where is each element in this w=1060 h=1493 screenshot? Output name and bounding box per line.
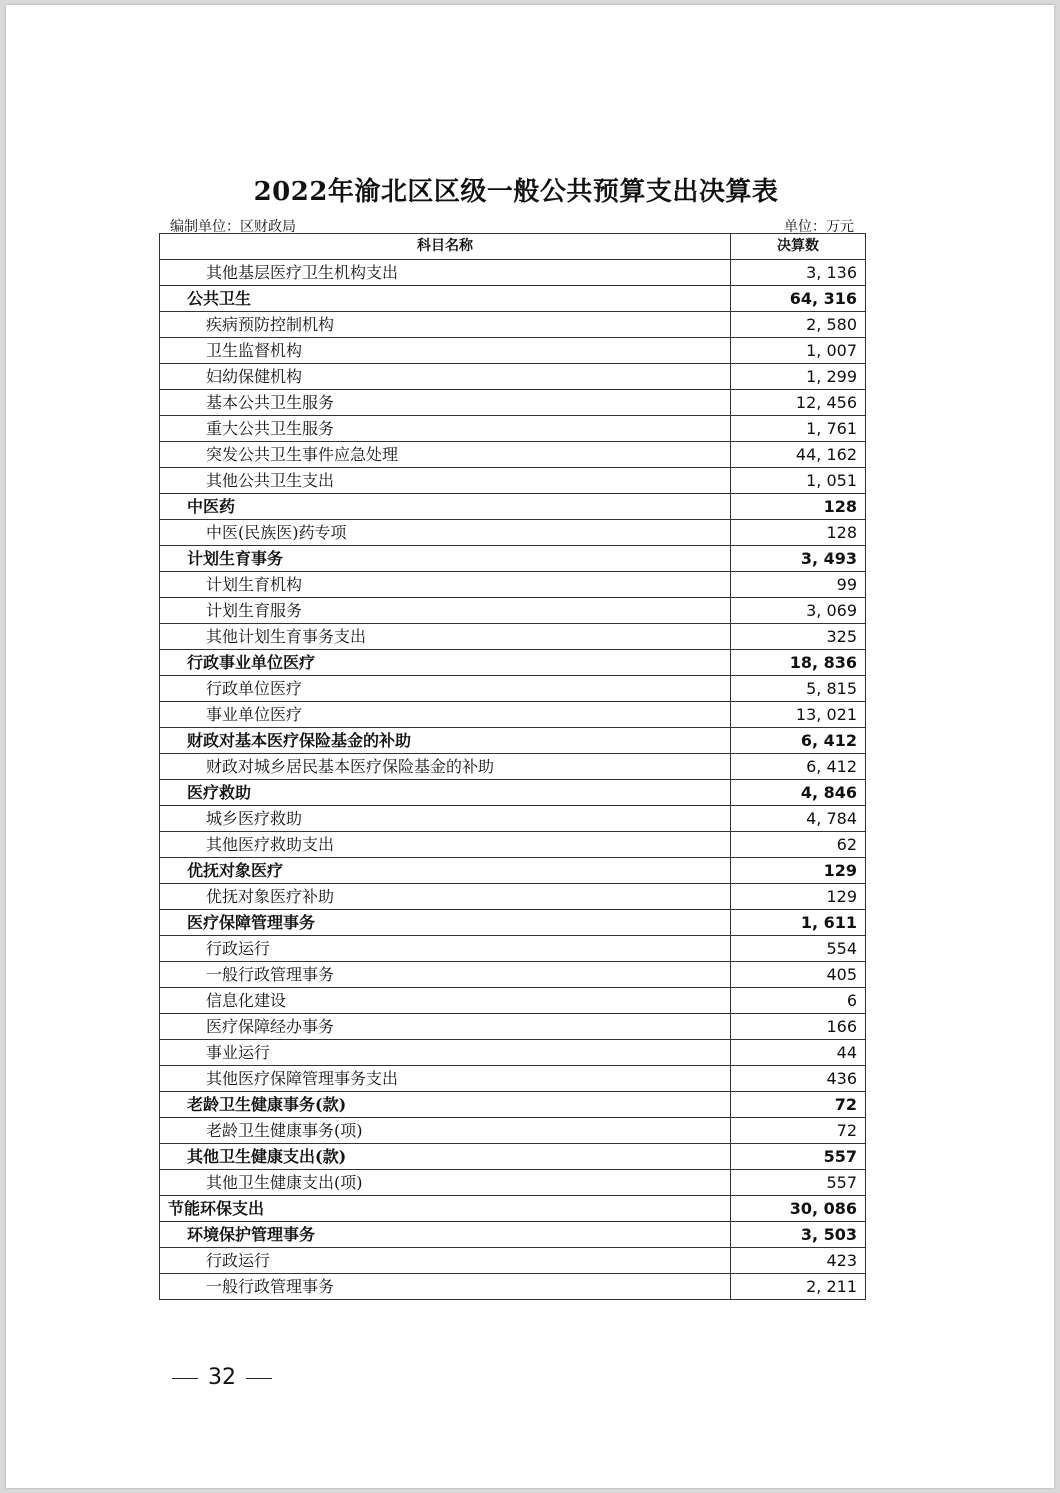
row-value: 6, 412 — [731, 754, 866, 780]
dash-left — [172, 1378, 198, 1379]
row-value: 2, 580 — [731, 312, 866, 338]
table-row — [160, 260, 866, 286]
row-value: 3, 493 — [731, 546, 866, 572]
row-value: 405 — [731, 962, 866, 988]
table-row — [160, 1040, 866, 1066]
table-row — [160, 910, 866, 936]
row-name: 行政单位医疗 — [160, 676, 731, 702]
table-row — [160, 364, 866, 390]
dash-right — [246, 1378, 272, 1379]
table-row — [160, 650, 866, 676]
row-value: 1, 611 — [731, 910, 866, 936]
row-name: 中医药 — [160, 494, 731, 520]
row-name: 一般行政管理事务 — [160, 1274, 731, 1300]
row-value: 4, 784 — [731, 806, 866, 832]
table-body — [160, 260, 866, 1300]
row-value: 128 — [731, 494, 866, 520]
table-row — [160, 598, 866, 624]
row-name: 财政对城乡居民基本医疗保险基金的补助 — [160, 754, 731, 780]
row-value: 5, 815 — [731, 676, 866, 702]
table-row — [160, 702, 866, 728]
header-value: 决算数 — [731, 234, 866, 260]
row-name: 其他基层医疗卫生机构支出 — [160, 260, 731, 286]
table-row — [160, 936, 866, 962]
table-row — [160, 1118, 866, 1144]
row-name: 一般行政管理事务 — [160, 962, 731, 988]
table-row — [160, 390, 866, 416]
table-row — [160, 832, 866, 858]
row-value: 3, 136 — [731, 260, 866, 286]
row-value: 4, 846 — [731, 780, 866, 806]
page-title: 2022年渝北区区级一般公共预算支出决算表 — [253, 177, 779, 207]
row-name: 计划生育机构 — [160, 572, 731, 598]
table-row — [160, 884, 866, 910]
row-value: 6, 412 — [731, 728, 866, 754]
row-name: 行政运行 — [160, 936, 731, 962]
row-name: 老龄卫生健康事务(项) — [160, 1118, 731, 1144]
row-name: 信息化建设 — [160, 988, 731, 1014]
row-name: 其他卫生健康支出(项) — [160, 1170, 731, 1196]
row-value: 72 — [731, 1118, 866, 1144]
table-row — [160, 1014, 866, 1040]
row-name: 其他卫生健康支出(款) — [160, 1144, 731, 1170]
table-row — [160, 1170, 866, 1196]
row-name: 行政事业单位医疗 — [160, 650, 731, 676]
table-row — [160, 312, 866, 338]
table-row — [160, 806, 866, 832]
table-row — [160, 286, 866, 312]
row-name: 节能环保支出 — [160, 1196, 731, 1222]
row-value: 423 — [731, 1248, 866, 1274]
table-row — [160, 1248, 866, 1274]
row-name: 医疗救助 — [160, 780, 731, 806]
table-row — [160, 1196, 866, 1222]
unit-label: 单位：万元 — [784, 219, 854, 235]
row-name: 其他医疗保障管理事务支出 — [160, 1066, 731, 1092]
row-name: 城乡医疗救助 — [160, 806, 731, 832]
row-value: 325 — [731, 624, 866, 650]
row-name: 妇幼保健机构 — [160, 364, 731, 390]
row-value: 436 — [731, 1066, 866, 1092]
table-row — [160, 416, 866, 442]
budget-table — [159, 233, 866, 1300]
row-value: 557 — [731, 1170, 866, 1196]
table-row — [160, 1222, 866, 1248]
row-name: 事业单位医疗 — [160, 702, 731, 728]
row-value: 128 — [731, 520, 866, 546]
table-row — [160, 624, 866, 650]
row-value: 1, 051 — [731, 468, 866, 494]
row-value: 554 — [731, 936, 866, 962]
row-value: 64, 316 — [731, 286, 866, 312]
row-name: 其他公共卫生支出 — [160, 468, 731, 494]
row-name: 医疗保障经办事务 — [160, 1014, 731, 1040]
row-name: 计划生育事务 — [160, 546, 731, 572]
row-value: 557 — [731, 1144, 866, 1170]
row-value: 13, 021 — [731, 702, 866, 728]
table-row — [160, 468, 866, 494]
row-name: 卫生监督机构 — [160, 338, 731, 364]
row-name: 老龄卫生健康事务(款) — [160, 1092, 731, 1118]
row-value: 1, 299 — [731, 364, 866, 390]
table-row — [160, 494, 866, 520]
row-name: 其他计划生育事务支出 — [160, 624, 731, 650]
row-value: 2, 211 — [731, 1274, 866, 1300]
row-name: 中医(民族医)药专项 — [160, 520, 731, 546]
row-name: 环境保护管理事务 — [160, 1222, 731, 1248]
row-value: 44, 162 — [731, 442, 866, 468]
row-name: 优抚对象医疗 — [160, 858, 731, 884]
page-number: 32 — [208, 1365, 236, 1390]
row-value: 44 — [731, 1040, 866, 1066]
row-value: 12, 456 — [731, 390, 866, 416]
row-value: 99 — [731, 572, 866, 598]
compiling-unit: 编制单位：区财政局 — [170, 219, 296, 235]
row-value: 3, 069 — [731, 598, 866, 624]
table-row — [160, 1144, 866, 1170]
document-page — [6, 5, 1054, 1488]
table-row — [160, 780, 866, 806]
row-name: 重大公共卫生服务 — [160, 416, 731, 442]
table-row — [160, 1092, 866, 1118]
row-name: 计划生育服务 — [160, 598, 731, 624]
table-row — [160, 572, 866, 598]
table-row — [160, 338, 866, 364]
table-row — [160, 728, 866, 754]
row-value: 18, 836 — [731, 650, 866, 676]
row-name: 优抚对象医疗补助 — [160, 884, 731, 910]
table-row — [160, 988, 866, 1014]
row-name: 行政运行 — [160, 1248, 731, 1274]
row-value: 30, 086 — [731, 1196, 866, 1222]
row-value: 62 — [731, 832, 866, 858]
table-row — [160, 520, 866, 546]
table-row — [160, 1274, 866, 1300]
row-name: 事业运行 — [160, 1040, 731, 1066]
row-value: 3, 503 — [731, 1222, 866, 1248]
table-row — [160, 442, 866, 468]
row-name: 公共卫生 — [160, 286, 731, 312]
row-name: 基本公共卫生服务 — [160, 390, 731, 416]
table-header-row — [160, 234, 866, 260]
row-value: 129 — [731, 884, 866, 910]
header-name: 科目名称 — [160, 234, 731, 260]
row-value: 1, 761 — [731, 416, 866, 442]
table-row — [160, 546, 866, 572]
row-name: 其他医疗救助支出 — [160, 832, 731, 858]
table-row — [160, 962, 866, 988]
row-value: 6 — [731, 988, 866, 1014]
row-value: 166 — [731, 1014, 866, 1040]
page-footer — [162, 1365, 282, 1390]
row-value: 129 — [731, 858, 866, 884]
table-row — [160, 1066, 866, 1092]
row-name: 疾病预防控制机构 — [160, 312, 731, 338]
row-value: 1, 007 — [731, 338, 866, 364]
table-row — [160, 858, 866, 884]
table-row — [160, 676, 866, 702]
row-name: 突发公共卫生事件应急处理 — [160, 442, 731, 468]
row-name: 医疗保障管理事务 — [160, 910, 731, 936]
row-value: 72 — [731, 1092, 866, 1118]
table-row — [160, 754, 866, 780]
row-name: 财政对基本医疗保险基金的补助 — [160, 728, 731, 754]
